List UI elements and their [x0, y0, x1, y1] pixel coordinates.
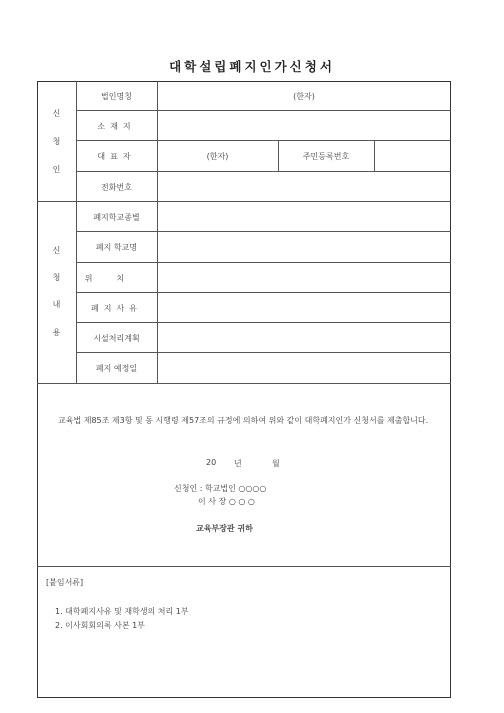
school-name-label: 폐지 학교명 [95, 243, 138, 252]
representative-hanja: (한자) [206, 152, 229, 161]
row-divider [76, 292, 451, 293]
applicant-signature-line: 신청인 : 학교법인 ○○○○ [174, 484, 267, 493]
corp-name-hanja: (한자) [293, 92, 315, 101]
school-type-label: 폐지학교종별 [93, 213, 140, 222]
closure-reason-label: 폐지사유 [91, 304, 142, 313]
phone-label: 전화번호 [101, 183, 132, 192]
content-section-char: 청 [52, 273, 61, 282]
row-divider [76, 262, 451, 263]
document-title: 대학설립폐지인가신청서 [169, 59, 335, 74]
representative-label: 대표자 [97, 152, 136, 161]
location-label: 위치 [84, 274, 149, 283]
row-divider [76, 231, 451, 232]
attachment-item: 1. 대학폐지사유 및 재학생의 처리 1부 [55, 607, 189, 616]
row-divider [76, 140, 451, 141]
row-divider [76, 352, 451, 353]
date-year-unit: 년 [234, 459, 242, 468]
section-divider [37, 566, 451, 567]
address-label: 소재지 [97, 122, 136, 131]
content-section-char: 용 [52, 328, 61, 337]
row-divider [76, 322, 451, 323]
scheduled-date-label: 폐지 예정일 [95, 364, 138, 373]
applicant-section-char: 청 [52, 137, 61, 146]
facility-plan-label: 시설처리계획 [93, 334, 140, 343]
date-year: 20 [206, 458, 217, 467]
section-divider [37, 201, 451, 202]
chair-signature-line: 이 사 장 ○ ○ ○ [198, 497, 255, 506]
resident-number-label: 주민등록번호 [302, 152, 350, 161]
corp-name-label: 법인명칭 [101, 92, 132, 101]
applicant-section-char: 신 [52, 109, 61, 118]
row-divider [76, 171, 451, 172]
date-month-unit: 월 [272, 459, 280, 468]
content-section-char: 신 [52, 246, 61, 255]
declaration-text: 교육법 제85조 제3항 및 동 시행령 제57조의 규정에 의하여 위와 같이 대학폐지인가 신청서를 제출합니다. [58, 416, 429, 425]
content-section-char: 내 [52, 300, 61, 309]
applicant-section-char: 인 [52, 165, 61, 174]
addressee: 교육부장관 귀하 [196, 524, 253, 533]
rep-right-divider [374, 140, 375, 171]
row-divider [76, 110, 451, 111]
attachment-item: 2. 이사회회의록 사본 1부 [55, 621, 145, 630]
attachments-header: [붙임서류] [46, 578, 84, 587]
label-column-divider [157, 81, 158, 383]
section-divider [37, 383, 451, 384]
